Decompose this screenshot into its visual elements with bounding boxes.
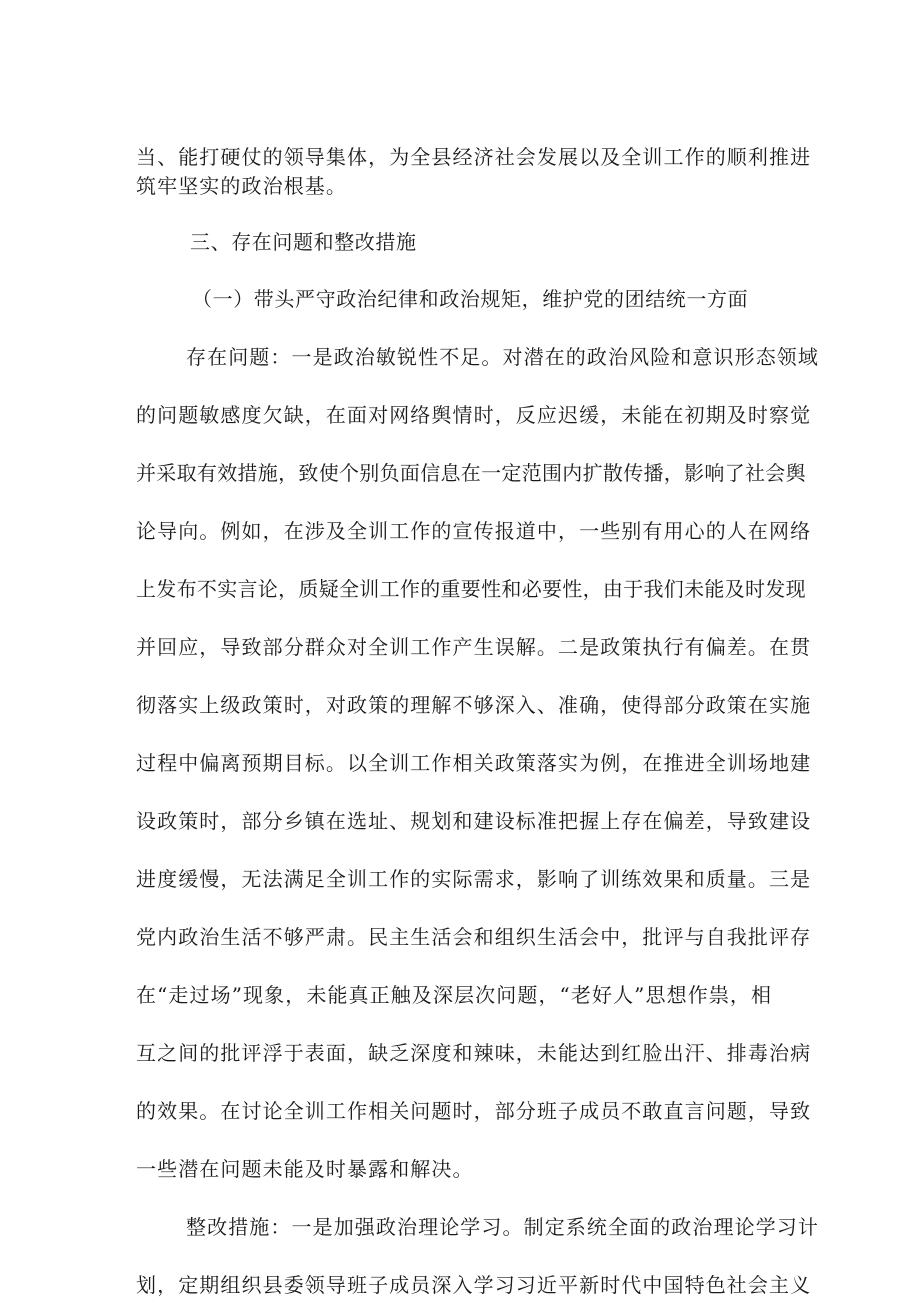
paragraph-line: 并回应，导致部分群众对全训工作产生误解。二是政策执行有偏差。在贯 [136, 635, 812, 659]
paragraph-line: 当、能打硬仗的领导集体，为全县经济社会发展以及全训工作的顺利推进 [136, 145, 812, 169]
paragraph-line: 彻落实上级政策时，对政策的理解不够深入、准确，使得部分政策在实施 [136, 693, 812, 717]
paragraph-line: 进度缓慢，无法满足全训工作的实际需求，影响了训练效果和质量。三是 [136, 867, 812, 891]
paragraph-line: 并采取有效措施，致使个别负面信息在一定范围内扩散传播，影响了社会舆 [136, 461, 806, 485]
paragraph-line: 存在问题：一是政治敏锐性不足。对潜在的政治风险和意识形态领域 [186, 345, 819, 369]
paragraph-line: 在“走过场”现象，未能真正触及深层次问题，“老好人”思想作祟，相 [136, 983, 773, 1007]
paragraph-line: 互之间的批评浮于表面，缺乏深度和辣味，未能达到红脸出汗、排毒治病 [136, 1041, 812, 1065]
paragraph-line: 整改措施：一是加强政治理论学习。制定系统全面的政治理论学习计 [186, 1215, 819, 1239]
paragraph-line: 划，定期组织县委领导班子成员深入学习习近平新时代中国特色社会主义 [136, 1273, 812, 1297]
paragraph-line: 一些潜在问题未能及时暴露和解决。 [136, 1157, 474, 1181]
paragraph-line: 设政策时，部分乡镇在选址、规划和建设标准把握上存在偏差，导致建设 [136, 809, 812, 833]
section-heading: 三、存在问题和整改措施 [190, 230, 417, 254]
paragraph-line: 筑牢坚实的政治根基。 [136, 174, 347, 198]
paragraph-line: 过程中偏离预期目标。以全训工作相关政策落实为例，在推进全训场地建 [136, 751, 812, 775]
paragraph-line: 的问题敏感度欠缺，在面对网络舆情时，反应迟缓，未能在初期及时察觉 [136, 403, 812, 427]
paragraph-line: 论导向。例如，在涉及全训工作的宣传报道中，一些别有用心的人在网络 [136, 519, 812, 543]
paragraph-line: 党内政治生活不够严肃。民主生活会和组织生活会中，批评与自我批评存 [136, 925, 812, 949]
subsection-heading: （一）带头严守政治纪律和政治规矩，维护党的团结统一方面 [192, 287, 749, 311]
paragraph-line: 上发布不实言论，质疑全训工作的重要性和必要性，由于我们未能及时发现 [136, 577, 806, 601]
paragraph-line: 的效果。在讨论全训工作相关问题时，部分班子成员不敢直言问题，导致 [136, 1099, 812, 1123]
